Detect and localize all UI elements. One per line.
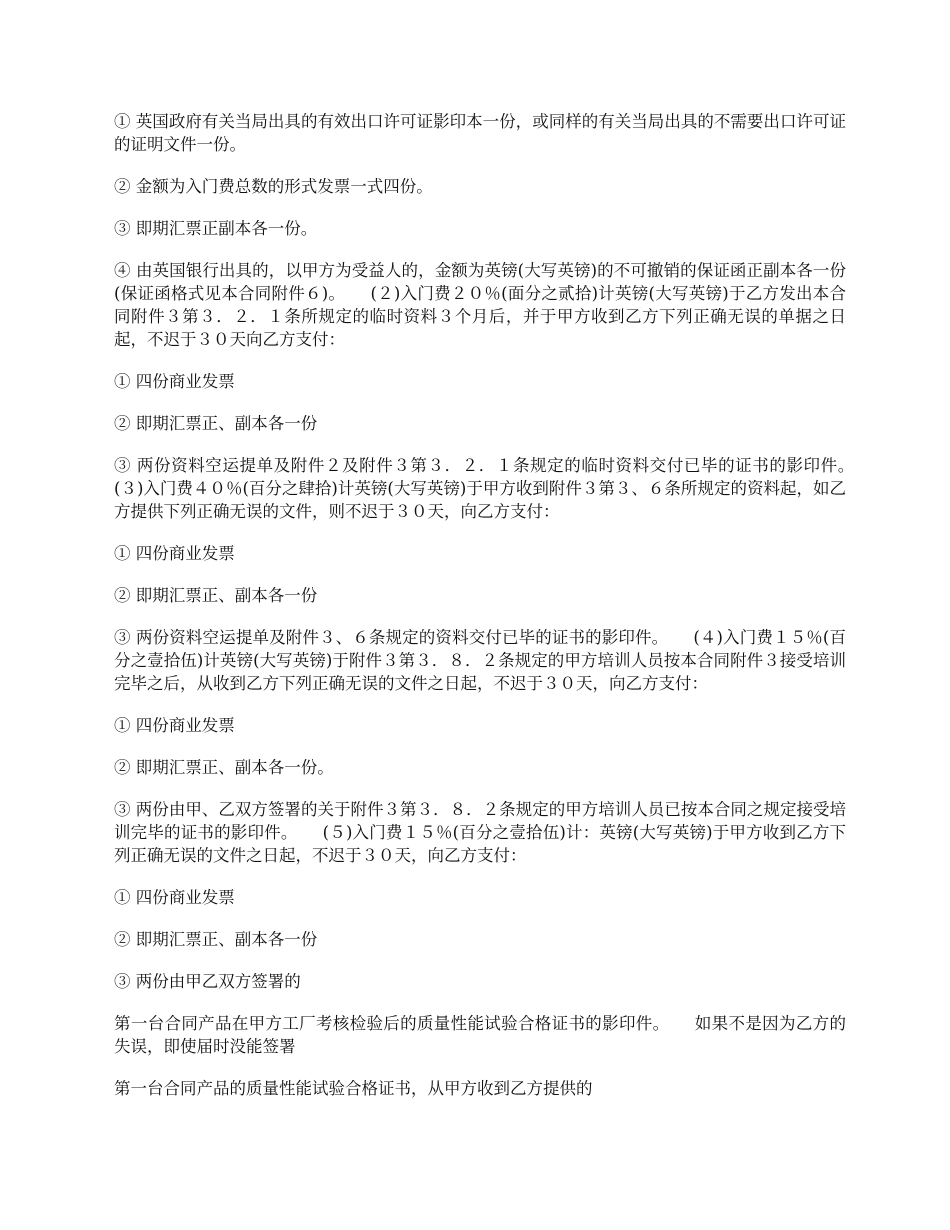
paragraph-sight-draft: ③ 即期汇票正副本各一份。 — [114, 219, 318, 238]
paragraph-air-waybill: ③ 两份资料空运提单及附件３、６条规定的资料交付已毕的证书的影印件。 (４)入门费１５％(百分之壹拾伍)计英镑(大写英镑)于附件３第３．８．２条规定的甲方培训人员按本合同附件３接受培训完毕之后，从收到乙方下列正确无误的文件之日起，不迟于３０天，向乙方支付： — [114, 628, 846, 693]
document-body — [114, 110, 879, 1119]
paragraph-quality-certificate: 第一台合同产品在甲方工厂考核检验后的质量性能试验合格证书的影印件。 如果不是因为乙方的失误，即使届时没能签署 — [114, 1014, 846, 1056]
paragraph-sight-draft: ② 即期汇票正、副本各一份。 — [114, 758, 334, 777]
paragraph-guarantee-letter: ④ 由英国银行出具的，以甲方为受益人的，金额为英镑(大写英镑)的不可撤销的保证函正副本各一份(保证函格式见本合同附件６)。 (２)入门费２０％(面分之贰拾)计英镑(大写英镑)于乙方发出本合同附件３第３．２．１条所规定的临时资料３个月后，并于甲方收到乙方下列正确无误的单据之日起，不迟于３０天向乙方支付： — [114, 261, 846, 349]
paragraph-training-certificate: ③ 两份由甲、乙双方签署的关于附件３第３．８．２条规定的甲方培训人员已按本合同之规定接受培训完毕的证书的影印件。 (５)入门费１５％(百分之壹拾伍)计：英镑(大写英镑)于甲方收到乙方下列正确无误的文件之日起，不迟于３０天，向乙方支付： — [114, 800, 846, 865]
paragraph-commercial-invoice: ① 四份商业发票 — [114, 888, 235, 907]
paragraph-commercial-invoice: ① 四份商业发票 — [114, 544, 235, 563]
paragraph-commercial-invoice: ① 四份商业发票 — [114, 372, 235, 391]
paragraph-commercial-invoice: ① 四份商业发票 — [114, 716, 235, 735]
paragraph-signed-copies: ③ 两份由甲乙双方签署的 — [114, 972, 301, 991]
paragraph-sight-draft: ② 即期汇票正、副本各一份 — [114, 414, 318, 433]
paragraph-sight-draft: ② 即期汇票正、副本各一份 — [114, 586, 318, 605]
paragraph-air-waybill: ③ 两份资料空运提单及附件２及附件３第３．２．１条规定的临时资料交付已毕的证书的影印件。 (３)入门费４０％(百分之肆拾)计英镑(大写英镑)于甲方收到附件３第３、６条所规定的资料起，如乙方提供下列正确无误的文件，则不迟于３０天，向乙方支付： — [114, 456, 879, 521]
paragraph-sight-draft: ② 即期汇票正、副本各一份 — [114, 930, 318, 949]
paragraph-proforma-invoice: ② 金额为入门费总数的形式发票一式四份。 — [114, 177, 433, 196]
paragraph-quality-certificate-continued: 第一台合同产品的质量性能试验合格证书，从甲方收到乙方提供的 — [114, 1079, 593, 1098]
paragraph-export-license: ① 英国政府有关当局出具的有效出口许可证影印本一份，或同样的有关当局出具的不需要出口许可证的证明文件一份。 — [114, 112, 846, 154]
